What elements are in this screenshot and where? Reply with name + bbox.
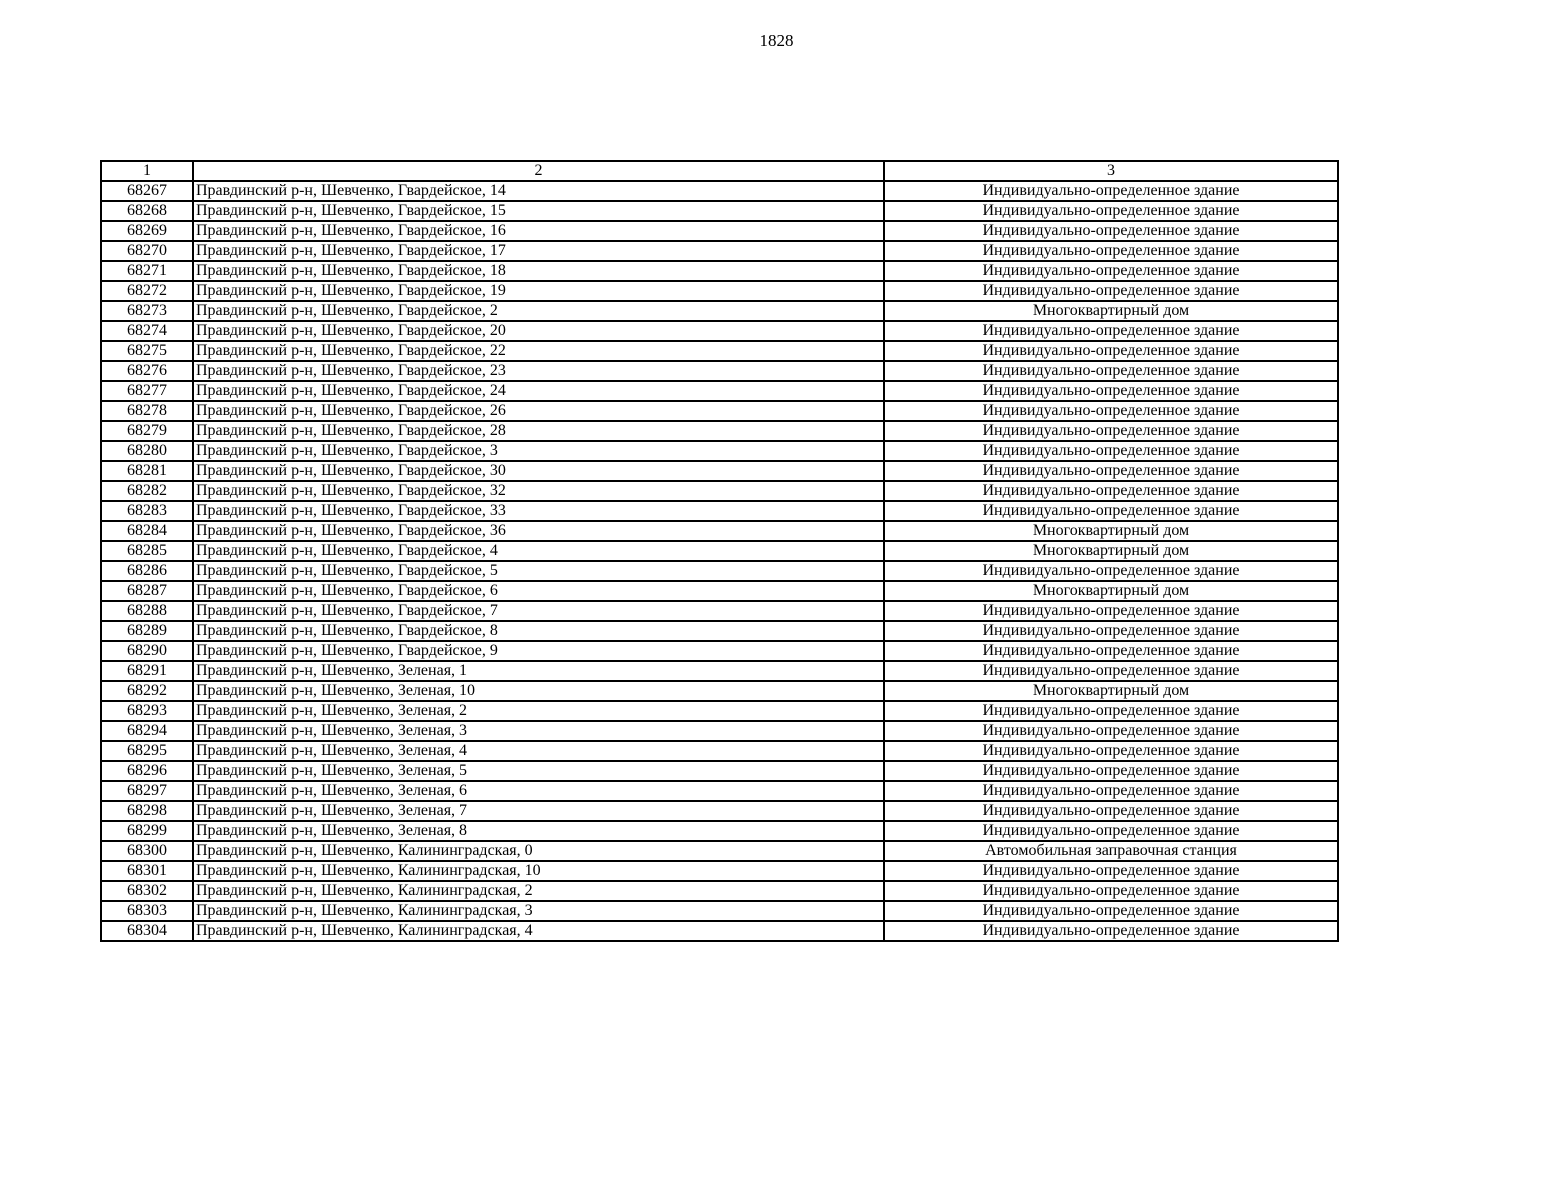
address-cell: Правдинский р-н, Шевченко, Зеленая, 1 [193, 661, 884, 681]
row-id-cell: 68294 [101, 721, 193, 741]
object-type-cell: Индивидуально-определенное здание [884, 361, 1338, 381]
address-cell: Правдинский р-н, Шевченко, Гвардейское, 20 [193, 321, 884, 341]
row-id-cell: 68293 [101, 701, 193, 721]
table-row [101, 181, 1338, 201]
address-cell: Правдинский р-н, Шевченко, Гвардейское, 22 [193, 341, 884, 361]
object-type-cell: Индивидуально-определенное здание [884, 381, 1338, 401]
row-id-cell: 68290 [101, 641, 193, 661]
table-row [101, 441, 1338, 461]
row-id-cell: 68288 [101, 601, 193, 621]
address-cell: Правдинский р-н, Шевченко, Гвардейское, 14 [193, 181, 884, 201]
object-type-cell: Индивидуально-определенное здание [884, 201, 1338, 221]
address-cell: Правдинский р-н, Шевченко, Гвардейское, 24 [193, 381, 884, 401]
object-type-cell: Индивидуально-определенное здание [884, 241, 1338, 261]
row-id-cell: 68287 [101, 581, 193, 601]
row-id-cell: 68291 [101, 661, 193, 681]
address-cell: Правдинский р-н, Шевченко, Гвардейское, 26 [193, 401, 884, 421]
address-cell: Правдинский р-н, Шевченко, Калининградская, 2 [193, 881, 884, 901]
address-cell: Правдинский р-н, Шевченко, Гвардейское, 30 [193, 461, 884, 481]
address-cell: Правдинский р-н, Шевченко, Калининградская, 4 [193, 921, 884, 941]
object-type-cell: Индивидуально-определенное здание [884, 621, 1338, 641]
row-id-cell: 68272 [101, 281, 193, 301]
object-type-cell: Индивидуально-определенное здание [884, 481, 1338, 501]
row-id-cell: 68297 [101, 781, 193, 801]
address-cell: Правдинский р-н, Шевченко, Гвардейское, 3 [193, 441, 884, 461]
row-id-cell: 68281 [101, 461, 193, 481]
table-row [101, 621, 1338, 641]
row-id-cell: 68271 [101, 261, 193, 281]
table-row [101, 501, 1338, 521]
table-row [101, 221, 1338, 241]
table-row [101, 421, 1338, 441]
object-type-cell: Индивидуально-определенное здание [884, 781, 1338, 801]
address-cell: Правдинский р-н, Шевченко, Калининградская, 10 [193, 861, 884, 881]
address-cell: Правдинский р-н, Шевченко, Гвардейское, 28 [193, 421, 884, 441]
address-cell: Правдинский р-н, Шевченко, Зеленая, 2 [193, 701, 884, 721]
object-type-cell: Индивидуально-определенное здание [884, 761, 1338, 781]
table-header-row [101, 161, 1338, 181]
row-id-cell: 68304 [101, 921, 193, 941]
object-type-cell: Индивидуально-определенное здание [884, 861, 1338, 881]
registry-table [100, 160, 1339, 942]
object-type-cell: Индивидуально-определенное здание [884, 721, 1338, 741]
row-id-cell: 68299 [101, 821, 193, 841]
object-type-cell: Индивидуально-определенное здание [884, 401, 1338, 421]
object-type-cell: Индивидуально-определенное здание [884, 821, 1338, 841]
object-type-cell: Индивидуально-определенное здание [884, 601, 1338, 621]
table-row [101, 921, 1338, 941]
table-row [101, 321, 1338, 341]
object-type-cell: Индивидуально-определенное здание [884, 501, 1338, 521]
table-row [101, 381, 1338, 401]
table-row [101, 361, 1338, 381]
row-id-cell: 68301 [101, 861, 193, 881]
object-type-cell: Индивидуально-определенное здание [884, 641, 1338, 661]
address-cell: Правдинский р-н, Шевченко, Гвардейское, 8 [193, 621, 884, 641]
registry-table-body [101, 161, 1338, 941]
object-type-cell: Автомобильная заправочная станция [884, 841, 1338, 861]
object-type-cell: Индивидуально-определенное здание [884, 321, 1338, 341]
table-row [101, 641, 1338, 661]
object-type-cell: Индивидуально-определенное здание [884, 461, 1338, 481]
object-type-cell: Индивидуально-определенное здание [884, 661, 1338, 681]
table-row [101, 241, 1338, 261]
row-id-cell: 68267 [101, 181, 193, 201]
object-type-cell: Индивидуально-определенное здание [884, 561, 1338, 581]
column-number-2: 2 [193, 161, 884, 181]
table-row [101, 681, 1338, 701]
address-cell: Правдинский р-н, Шевченко, Зеленая, 10 [193, 681, 884, 701]
object-type-cell: Многоквартирный дом [884, 541, 1338, 561]
row-id-cell: 68302 [101, 881, 193, 901]
row-id-cell: 68275 [101, 341, 193, 361]
table-row [101, 601, 1338, 621]
address-cell: Правдинский р-н, Шевченко, Гвардейское, 32 [193, 481, 884, 501]
table-row [101, 761, 1338, 781]
row-id-cell: 68284 [101, 521, 193, 541]
address-cell: Правдинский р-н, Шевченко, Гвардейское, 7 [193, 601, 884, 621]
table-row [101, 801, 1338, 821]
row-id-cell: 68283 [101, 501, 193, 521]
address-cell: Правдинский р-н, Шевченко, Гвардейское, 36 [193, 521, 884, 541]
table-row [101, 821, 1338, 841]
address-cell: Правдинский р-н, Шевченко, Гвардейское, 9 [193, 641, 884, 661]
table-row [101, 481, 1338, 501]
row-id-cell: 68285 [101, 541, 193, 561]
address-cell: Правдинский р-н, Шевченко, Гвардейское, 18 [193, 261, 884, 281]
row-id-cell: 68274 [101, 321, 193, 341]
row-id-cell: 68268 [101, 201, 193, 221]
address-cell: Правдинский р-н, Шевченко, Гвардейское, 5 [193, 561, 884, 581]
address-cell: Правдинский р-н, Шевченко, Зеленая, 8 [193, 821, 884, 841]
row-id-cell: 68279 [101, 421, 193, 441]
object-type-cell: Индивидуально-определенное здание [884, 881, 1338, 901]
address-cell: Правдинский р-н, Шевченко, Гвардейское, 2 [193, 301, 884, 321]
object-type-cell: Индивидуально-определенное здание [884, 921, 1338, 941]
table-row [101, 341, 1338, 361]
row-id-cell: 68280 [101, 441, 193, 461]
object-type-cell: Индивидуально-определенное здание [884, 261, 1338, 281]
table-row [101, 521, 1338, 541]
column-number-1: 1 [101, 161, 193, 181]
table-row [101, 881, 1338, 901]
address-cell: Правдинский р-н, Шевченко, Зеленая, 3 [193, 721, 884, 741]
row-id-cell: 68296 [101, 761, 193, 781]
page-number: 1828 [759, 31, 794, 50]
address-cell: Правдинский р-н, Шевченко, Зеленая, 5 [193, 761, 884, 781]
address-cell: Правдинский р-н, Шевченко, Гвардейское, 19 [193, 281, 884, 301]
row-id-cell: 68298 [101, 801, 193, 821]
row-id-cell: 68303 [101, 901, 193, 921]
address-cell: Правдинский р-н, Шевченко, Калининградская, 0 [193, 841, 884, 861]
table-row [101, 721, 1338, 741]
row-id-cell: 68269 [101, 221, 193, 241]
table-row [101, 841, 1338, 861]
column-number-3: 3 [884, 161, 1338, 181]
table-row [101, 701, 1338, 721]
row-id-cell: 68282 [101, 481, 193, 501]
row-id-cell: 68300 [101, 841, 193, 861]
table-row [101, 461, 1338, 481]
row-id-cell: 68286 [101, 561, 193, 581]
row-id-cell: 68289 [101, 621, 193, 641]
row-id-cell: 68292 [101, 681, 193, 701]
address-cell: Правдинский р-н, Шевченко, Гвардейское, 4 [193, 541, 884, 561]
address-cell: Правдинский р-н, Шевченко, Гвардейское, 17 [193, 241, 884, 261]
object-type-cell: Индивидуально-определенное здание [884, 801, 1338, 821]
object-type-cell: Многоквартирный дом [884, 521, 1338, 541]
object-type-cell: Многоквартирный дом [884, 681, 1338, 701]
table-row [101, 741, 1338, 761]
address-cell: Правдинский р-н, Шевченко, Зеленая, 7 [193, 801, 884, 821]
object-type-cell: Индивидуально-определенное здание [884, 341, 1338, 361]
address-cell: Правдинский р-н, Шевченко, Гвардейское, 16 [193, 221, 884, 241]
address-cell: Правдинский р-н, Шевченко, Зеленая, 4 [193, 741, 884, 761]
address-cell: Правдинский р-н, Шевченко, Гвардейское, 33 [193, 501, 884, 521]
object-type-cell: Многоквартирный дом [884, 581, 1338, 601]
object-type-cell: Индивидуально-определенное здание [884, 221, 1338, 241]
object-type-cell: Индивидуально-определенное здание [884, 421, 1338, 441]
table-row [101, 281, 1338, 301]
table-row [101, 861, 1338, 881]
address-cell: Правдинский р-н, Шевченко, Гвардейское, 15 [193, 201, 884, 221]
object-type-cell: Индивидуально-определенное здание [884, 181, 1338, 201]
table-row [101, 541, 1338, 561]
row-id-cell: 68276 [101, 361, 193, 381]
address-cell: Правдинский р-н, Шевченко, Гвардейское, 6 [193, 581, 884, 601]
object-type-cell: Индивидуально-определенное здание [884, 281, 1338, 301]
address-cell: Правдинский р-н, Шевченко, Гвардейское, 23 [193, 361, 884, 381]
table-row [101, 901, 1338, 921]
table-row [101, 561, 1338, 581]
object-type-cell: Индивидуально-определенное здание [884, 701, 1338, 721]
object-type-cell: Многоквартирный дом [884, 301, 1338, 321]
object-type-cell: Индивидуально-определенное здание [884, 741, 1338, 761]
row-id-cell: 68270 [101, 241, 193, 261]
table-row [101, 781, 1338, 801]
object-type-cell: Индивидуально-определенное здание [884, 901, 1338, 921]
object-type-cell: Индивидуально-определенное здание [884, 441, 1338, 461]
table-row [101, 261, 1338, 281]
table-row [101, 301, 1338, 321]
table-row [101, 401, 1338, 421]
table-row [101, 201, 1338, 221]
row-id-cell: 68278 [101, 401, 193, 421]
row-id-cell: 68273 [101, 301, 193, 321]
table-row [101, 581, 1338, 601]
row-id-cell: 68277 [101, 381, 193, 401]
row-id-cell: 68295 [101, 741, 193, 761]
table-row [101, 661, 1338, 681]
address-cell: Правдинский р-н, Шевченко, Зеленая, 6 [193, 781, 884, 801]
address-cell: Правдинский р-н, Шевченко, Калининградская, 3 [193, 901, 884, 921]
